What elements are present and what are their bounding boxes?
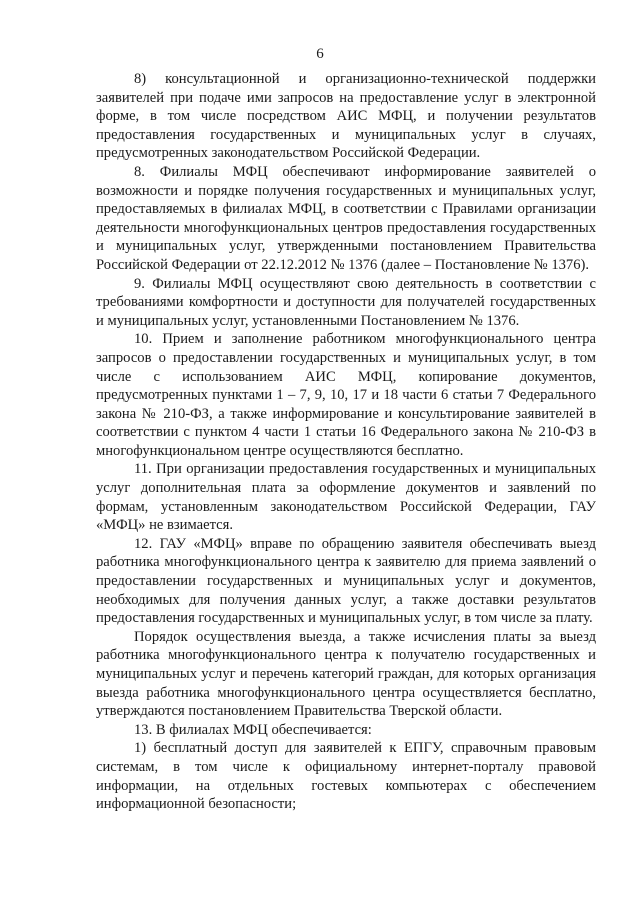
paragraph-clause-13: 13. В филиалах МФЦ обеспечивается: — [134, 721, 372, 738]
paragraph-clause-10: 10. Прием и заполнение работником многофункционального центра запросов о предоставлении государственных и муниципальных услуг, в том числе с использованием АИС МФЦ, копирование документов, предусмотренных пунктами 1 – 7, 9, 10, 17 и 18 части 6 статьи 7 Федерального закона № 210-ФЗ, а также информирование и консультирование заявителей в соответствии с пунктом 4 части 1 статьи 16 Федерального закона № 210-ФЗ в многофункциональном центре осуществляются бесплатно. — [96, 331, 596, 459]
paragraph-item-8: 8) консультационной и организационно-технической поддержки заявителей при подаче ими запросов на предоставление услуг в электронной форме, в том числе посредством АИС МФЦ, и получении результатов предоставления государственных и муниципальных услуг в случаях, предусмотренных законодательством Российской Федерации. — [96, 71, 596, 162]
document-body — [96, 70, 596, 814]
paragraph-clause-13-item-1: 1) бесплатный доступ для заявителей к ЕПГУ, справочным правовым системам, в том числе к официальному интернет-порталу правовой информации, на отдельных гостевых компьютерах с обеспечением информационной безопасности; — [96, 740, 596, 813]
paragraph-clause-12-continued: Порядок осуществления выезда, а также исчисления платы за выезд работника многофункционального центра к получателю государственных и муниципальных услуг и перечень категорий граждан, для которых организация выезда работника многофункционального центра осуществляется бесплатно, утверждаются постановлением Правительства Тверской области. — [96, 628, 596, 720]
paragraph-clause-8: 8. Филиалы МФЦ обеспечивают информирование заявителей о возможности и порядке получения государственных и муниципальных услуг, предоставляемых в филиалах МФЦ, в соответствии с Правилами организации деятельности многофункциональных центров предоставления государственных и муниципальных услуг, утвержденными постановлением Правительства Российской Федерации от 22.12.2012 № 1376 (далее – Постановление № 1376). — [96, 163, 596, 273]
page-number: 6 — [316, 46, 324, 62]
paragraph-clause-9: 9. Филиалы МФЦ осуществляют свою деятельность в соответствии с требованиями комфортности и доступности для получателей государственных и муниципальных услуг, установленными Постановлением № 1376. — [96, 275, 596, 329]
paragraph-clause-11: 11. При организации предоставления государственных и муниципальных услуг дополнительная плата за оформление документов и заявлений по формам, установленным законодательством Российской Федерации, ГАУ «МФЦ» не взимается. — [96, 461, 596, 534]
paragraph-clause-12: 12. ГАУ «МФЦ» вправе по обращению заявителя обеспечивать выезд работника многофункционального центра к заявителю для приема заявлений о предоставлении государственных и муниципальных услуг и документов, необходимых для получения данных услуг, а также доставки результатов предоставления государственных и муниципальных услуг, в том числе за плату. — [96, 535, 596, 627]
